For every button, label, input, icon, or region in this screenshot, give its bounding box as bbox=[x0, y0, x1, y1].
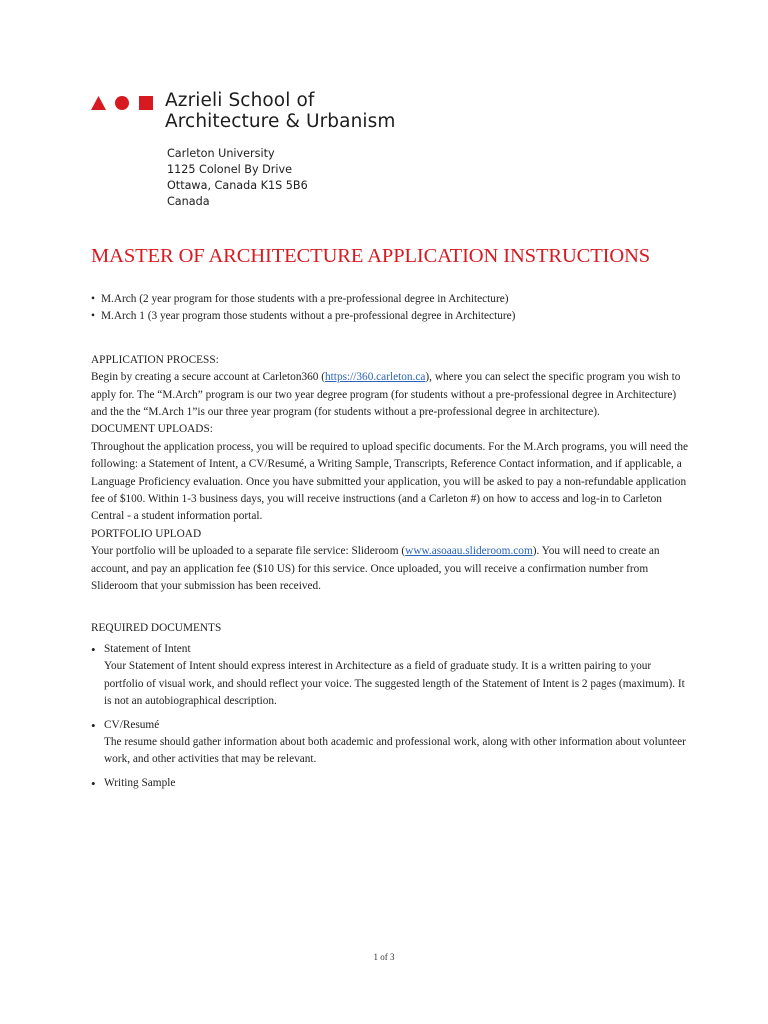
required-document-item bbox=[91, 641, 691, 658]
application-process-text bbox=[91, 369, 691, 421]
program-item bbox=[91, 291, 691, 308]
school-logo bbox=[91, 91, 169, 115]
program-item bbox=[91, 308, 691, 325]
required-document-title: CV/Resumé bbox=[104, 718, 160, 731]
bullet-icon: • bbox=[91, 310, 95, 323]
required-document-description: Your Statement of Intent should express interest in Architecture as a field of graduate study. It is a written pairing to your portfolio of visual work, and should reflect your voice. The suggested length of the Statement of Intent is 2 pages (maximum). It is not an autobiographical description. bbox=[104, 660, 685, 708]
school-name-line1: Azrieli School of bbox=[165, 90, 315, 111]
bullet-icon: • bbox=[91, 775, 96, 791]
required-documents-heading: REQUIRED DOCUMENTS bbox=[91, 621, 222, 634]
address-line: Carleton University bbox=[167, 147, 275, 160]
page-number: 1 of 3 bbox=[373, 952, 395, 962]
required-document-title: Writing Sample bbox=[104, 776, 176, 789]
document-body bbox=[91, 291, 691, 792]
paragraph-text: Begin by creating a secure account at Carleton360 ( bbox=[91, 371, 326, 384]
required-document-item bbox=[91, 717, 691, 734]
required-document-title: Statement of Intent bbox=[104, 642, 191, 655]
carleton360-link[interactable]: https://360.carleton.ca bbox=[325, 371, 426, 384]
logo-shapes bbox=[91, 94, 159, 112]
application-process-heading: APPLICATION PROCESS: bbox=[91, 353, 219, 366]
bullet-icon: • bbox=[91, 717, 96, 733]
school-name-line2: Architecture & Urbanism bbox=[165, 111, 396, 132]
address-line: 1125 Colonel By Drive bbox=[167, 163, 292, 176]
required-document-description: The resume should gather information about both academic and professional work, along with other information about volunteer work, and other activities that may be relevant. bbox=[104, 735, 686, 766]
document-uploads-heading: DOCUMENT UPLOADS: bbox=[91, 423, 213, 436]
paragraph-text: ). You will need to create an account, and pay an application fee ($10 US) for this service. Once uploaded, you will receive a confirmation number from Slideroom that your submission has been received. bbox=[91, 545, 660, 593]
bullet-icon: • bbox=[91, 641, 96, 657]
program-text: M.Arch 1 (3 year program those students without a pre-professional degree in Architecture) bbox=[101, 310, 516, 323]
address-line: Canada bbox=[167, 195, 210, 208]
program-text: M.Arch (2 year program for those students with a pre-professional degree in Architecture) bbox=[101, 293, 509, 305]
address-line: Ottawa, Canada K1S 5B6 bbox=[167, 179, 308, 192]
portfolio-upload-heading: PORTFOLIO UPLOAD bbox=[91, 527, 202, 540]
mailing-address bbox=[167, 146, 308, 210]
slideroom-link[interactable]: www.asoaau.slideroom.com bbox=[405, 545, 533, 558]
document-uploads-text: Throughout the application process, you will be required to upload specific documents. For the M.Arch programs, you will need the following: a Statement of Intent, a CV/Resumé, a Writing Sample, Transcripts, Reference Contact information, and if applicable, a Language Proficiency evaluation. Once you have submitted your application, you will be asked to pay a non-refundable application fee of $100. Within 1-3 business days, you will receive instructions (and a Carleton #) on how to access and log-in to Carleton Central - a student information portal. bbox=[91, 440, 689, 523]
paragraph-text: Your portfolio will be uploaded to a separate file service: Slideroom ( bbox=[91, 545, 406, 558]
document-title: MASTER OF ARCHITECTURE APPLICATION INSTRUCTIONS bbox=[91, 245, 651, 267]
required-document-item bbox=[91, 775, 691, 792]
paragraph-text: ), where you can select the specific program you wish to apply for. The “M.Arch” program is our two year degree program (for students without a pre-professional degree in Architecture) and the the “M.Arch 1”is our three year program (for students without a pre-professional degree in architecture). bbox=[91, 371, 681, 419]
portfolio-upload-text bbox=[91, 543, 691, 595]
triangle-circle-square-icon bbox=[91, 94, 159, 112]
bullet-icon: • bbox=[91, 293, 95, 305]
